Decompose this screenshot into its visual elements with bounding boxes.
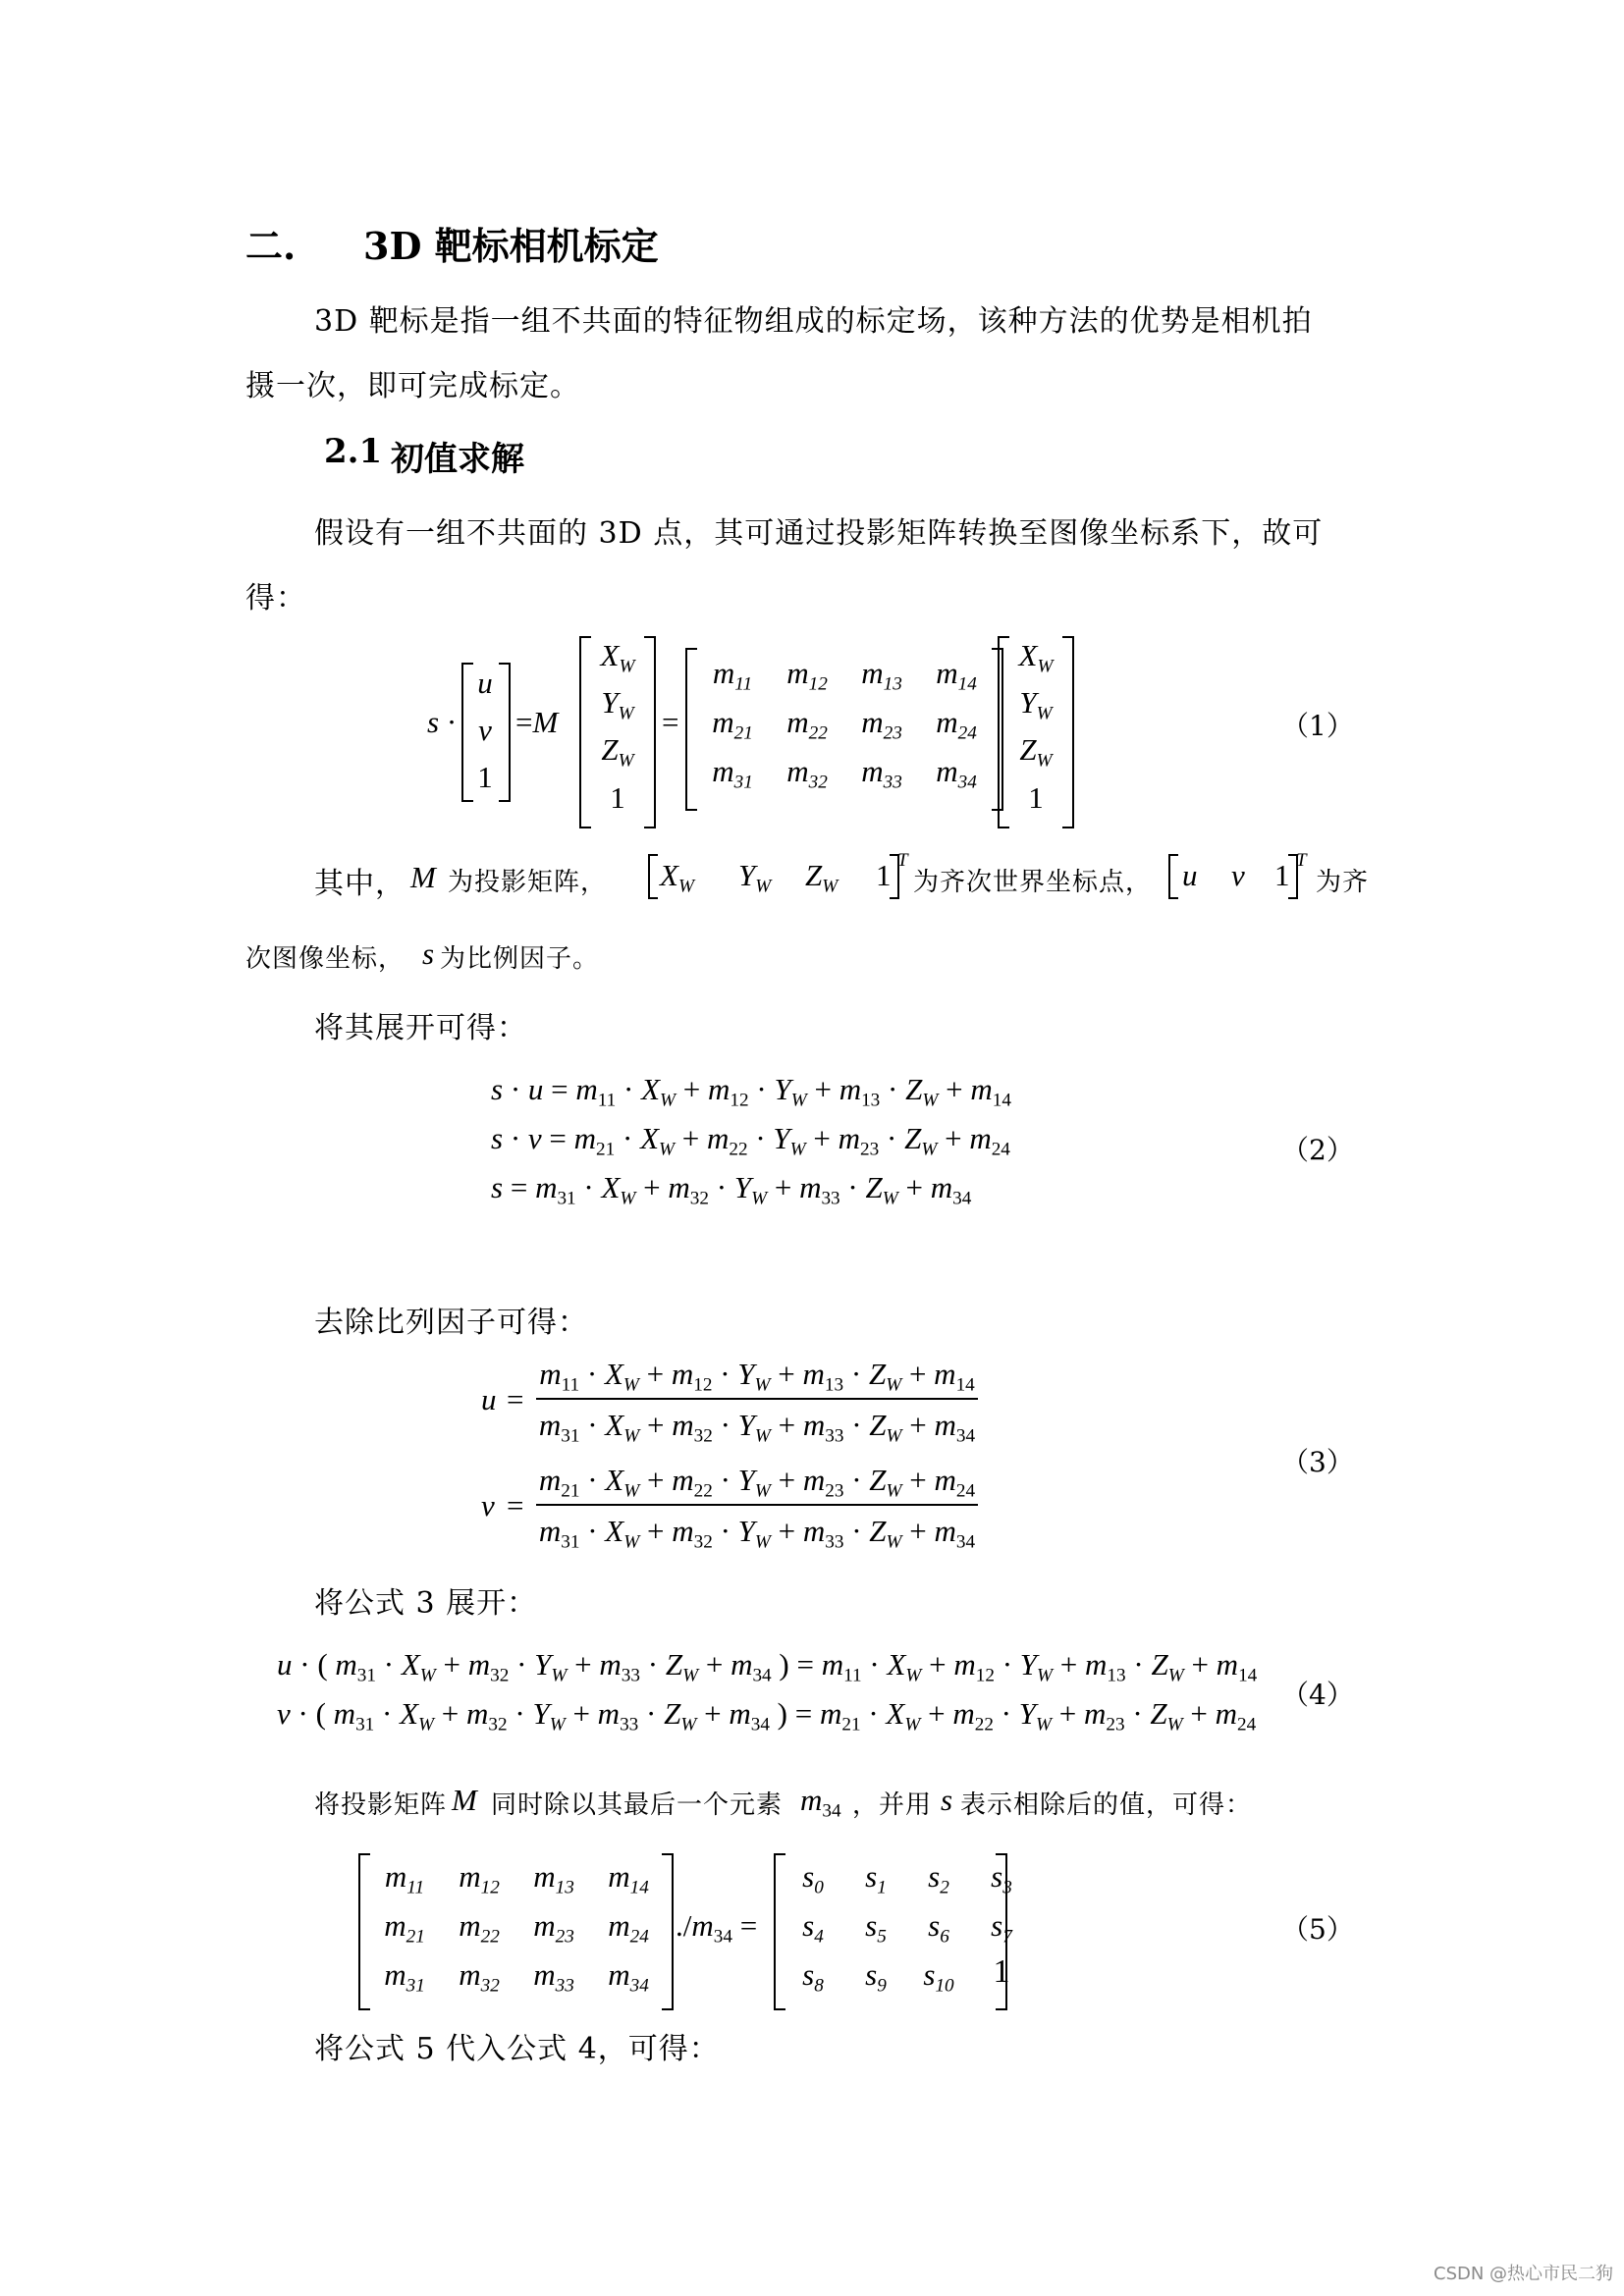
divide-text-c: ，并用 [852,1790,933,1820]
section-title: 3D 靶标相机标定 [363,224,659,268]
where-s-symbol: s [422,936,435,971]
where-line2-b: 为比例因子。 [440,944,600,974]
equation-number-5: （5） [1281,1913,1354,1946]
divide-text-d: 表示相除后的值，可得： [960,1790,1253,1820]
expand-eq3-text: 将公式 3 展开： [314,1586,538,1621]
intro-line-1: 3D 靶标是指一组不共面的特征物组成的标定场，该种方法的优势是相机拍 [314,304,1313,339]
divide-text-b: 同时除以其最后一个元素 [491,1790,784,1820]
equation-number-3: （3） [1281,1446,1354,1478]
divide-s-symbol: s [941,1783,953,1817]
substitute-text: 将公式 5 代入公式 4，可得： [314,2032,720,2066]
equation-number-1: （1） [1281,710,1354,742]
expand-text: 将其展开可得： [314,1011,527,1045]
where-prefix: 其中， [314,867,406,901]
divide-text-a: 将投影矩阵 [314,1790,448,1820]
where-img-text: 为齐 [1316,868,1370,897]
assume-line-2: 得： [245,581,306,615]
csdn-watermark: CSDN @热心市民二狗 [1434,2264,1614,2284]
section-number: 二. [245,224,297,268]
equation-number-2: （2） [1281,1134,1354,1166]
intro-line-2: 摄一次，即可完成标定。 [245,369,580,403]
where-line2-a: 次图像坐标， [245,944,406,974]
equation-number-4: （4） [1281,1679,1354,1711]
subsection-number: 2.1 [324,432,383,471]
where-world-text: 为齐次世界坐标点， [913,868,1153,897]
divide-M-symbol: M [452,1783,477,1817]
subsection-title: 初值求解 [391,440,524,479]
where-M-text: 为投影矩阵， [448,868,608,897]
divide-m34-symbol: $m_{34}$ [800,1783,841,1822]
remove-scale-text: 去除比列因子可得： [314,1306,588,1340]
where-M-symbol: M [410,860,436,894]
assume-line-1: 假设有一组不共面的 3D 点，其可通过投影矩阵转换至图像坐标系下，故可 [314,516,1324,551]
